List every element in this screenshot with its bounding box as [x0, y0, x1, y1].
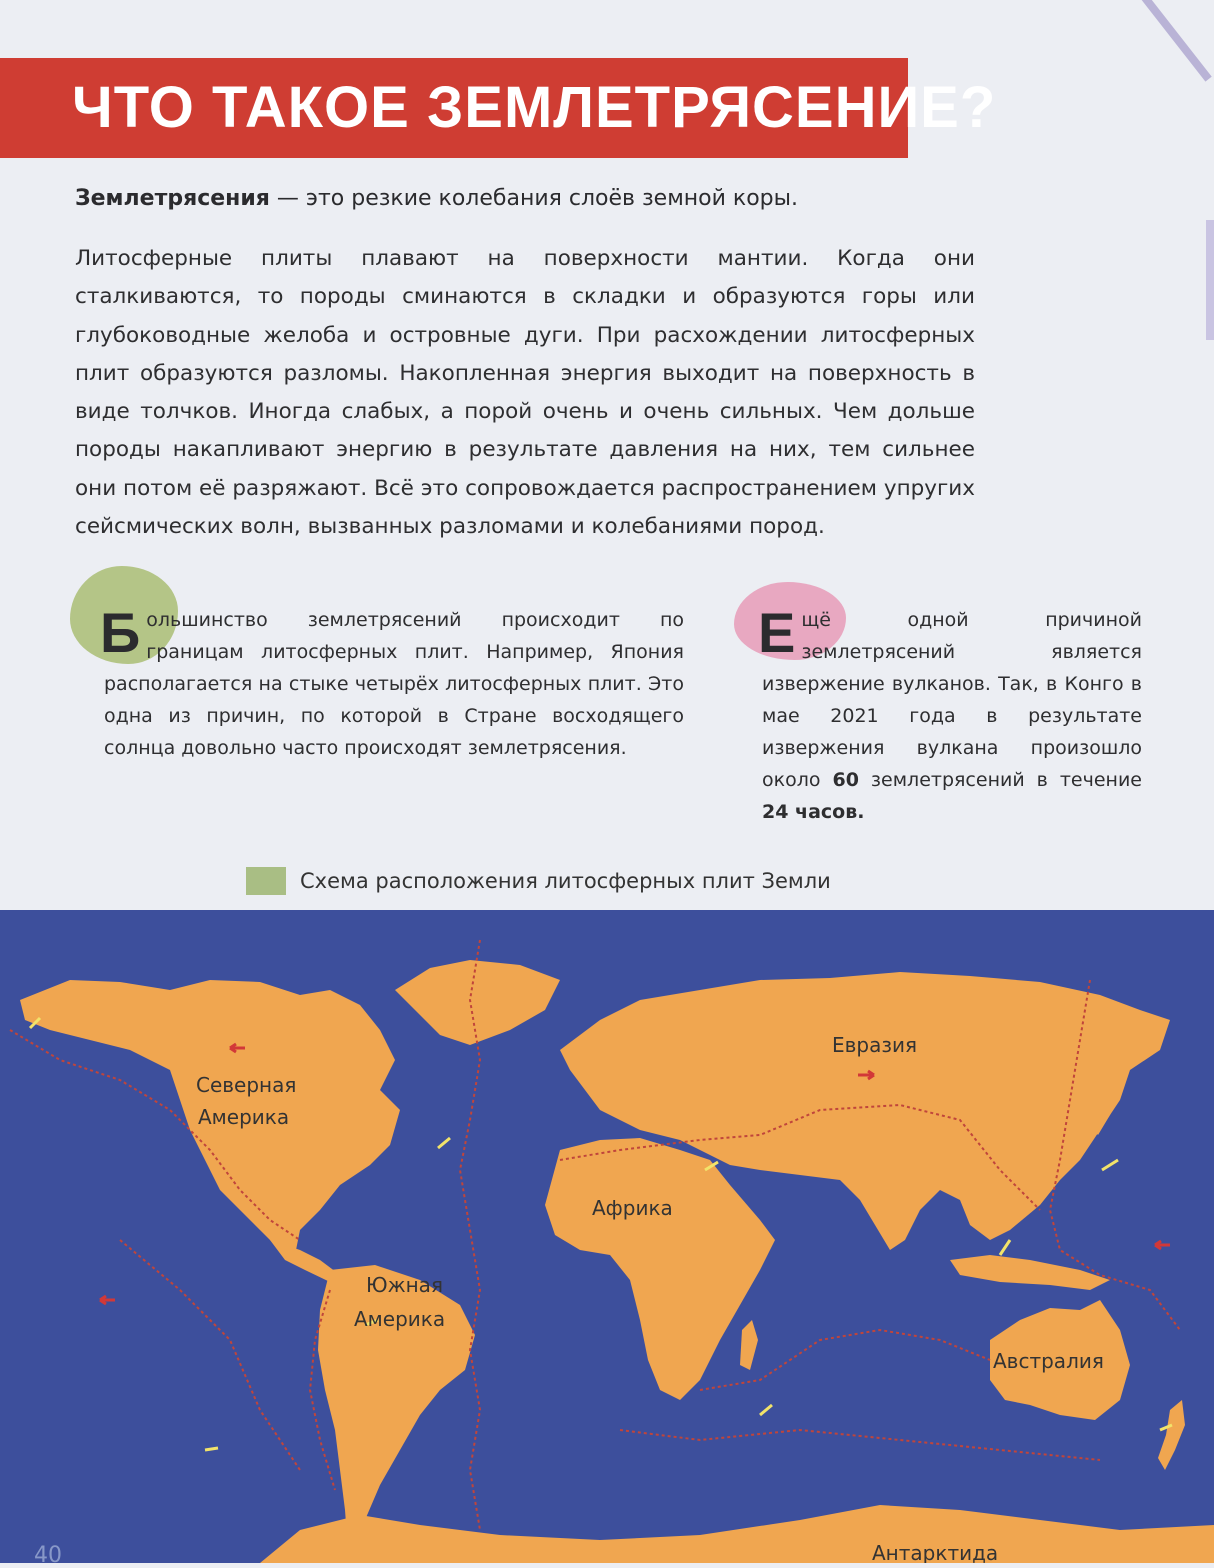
intro-definition — [75, 180, 975, 218]
left-column-paragraph — [100, 601, 684, 764]
right-column-text-1: щё одной причиной землетрясений является извержение вулканов. Так, в Конго в мае 2021 года в результате извержения вулкана произошло около — [762, 609, 1142, 791]
label-north-america-1: Северная — [196, 1073, 297, 1097]
label-south-america-1: Южная — [366, 1273, 443, 1297]
page-title: ЧТО ТАКОЕ ЗЕМЛЕТРЯСЕНИЕ? — [72, 75, 997, 140]
map-legend — [246, 866, 831, 896]
page-number: 40 — [34, 1543, 62, 1568]
right-column-bold-1: 60 — [832, 769, 859, 791]
legend-label: Схема расположения литосферных плит Земли — [300, 869, 831, 893]
map-svg — [0, 910, 1214, 1563]
tectonic-plates-map — [0, 910, 1214, 1563]
right-column-bold-2: 24 часов. — [762, 801, 865, 823]
right-column-paragraph — [758, 601, 1142, 828]
label-north-america-2: Америка — [198, 1105, 290, 1129]
intro-term: Землетрясения — [75, 186, 270, 211]
edge-decoration — [1206, 220, 1214, 340]
label-south-america-2: Америка — [354, 1307, 446, 1331]
label-africa: Африка — [592, 1196, 673, 1220]
label-australia: Австралия — [993, 1349, 1104, 1373]
corner-decoration — [1138, 0, 1212, 82]
body-paragraph: Литосферные плиты плавают на поверхности мантии. Когда они сталкиваются, то породы сминаются в складки и образуются горы или глубоководные желоба и островные дуги. При расхождении литосферных плит образуются разломы. Накопленная энергия выходит на поверхность в виде толчков. Иногда слабых, а порой очень и очень сильных. Чем дольше породы накапливают энергию в результате давления на них, тем сильнее они потом её разряжают. Всё это сопровождается распространением упругих сейсмических волн, вызванных разломами и колебаниями пород. — [75, 246, 975, 540]
right-dropcap: Е — [758, 601, 796, 664]
legend-swatch — [246, 867, 286, 895]
title-banner — [0, 58, 997, 158]
left-column-text: ольшинство землетрясений происходит по границам литосферных плит. Например, Япония располагается на стыке четырёх литосферных плит. Это одна из причин, по которой в Стране восходящего солнца довольно часто происходят землетрясения. — [104, 609, 684, 759]
left-dropcap: Б — [100, 601, 141, 664]
label-eurasia: Евразия — [832, 1033, 918, 1057]
right-column-text-2: землетрясений в течение — [858, 769, 1142, 791]
label-antarctica: Антарктида — [872, 1541, 999, 1563]
intro-definition-text: — это резкие колебания слоёв земной коры. — [269, 186, 799, 211]
